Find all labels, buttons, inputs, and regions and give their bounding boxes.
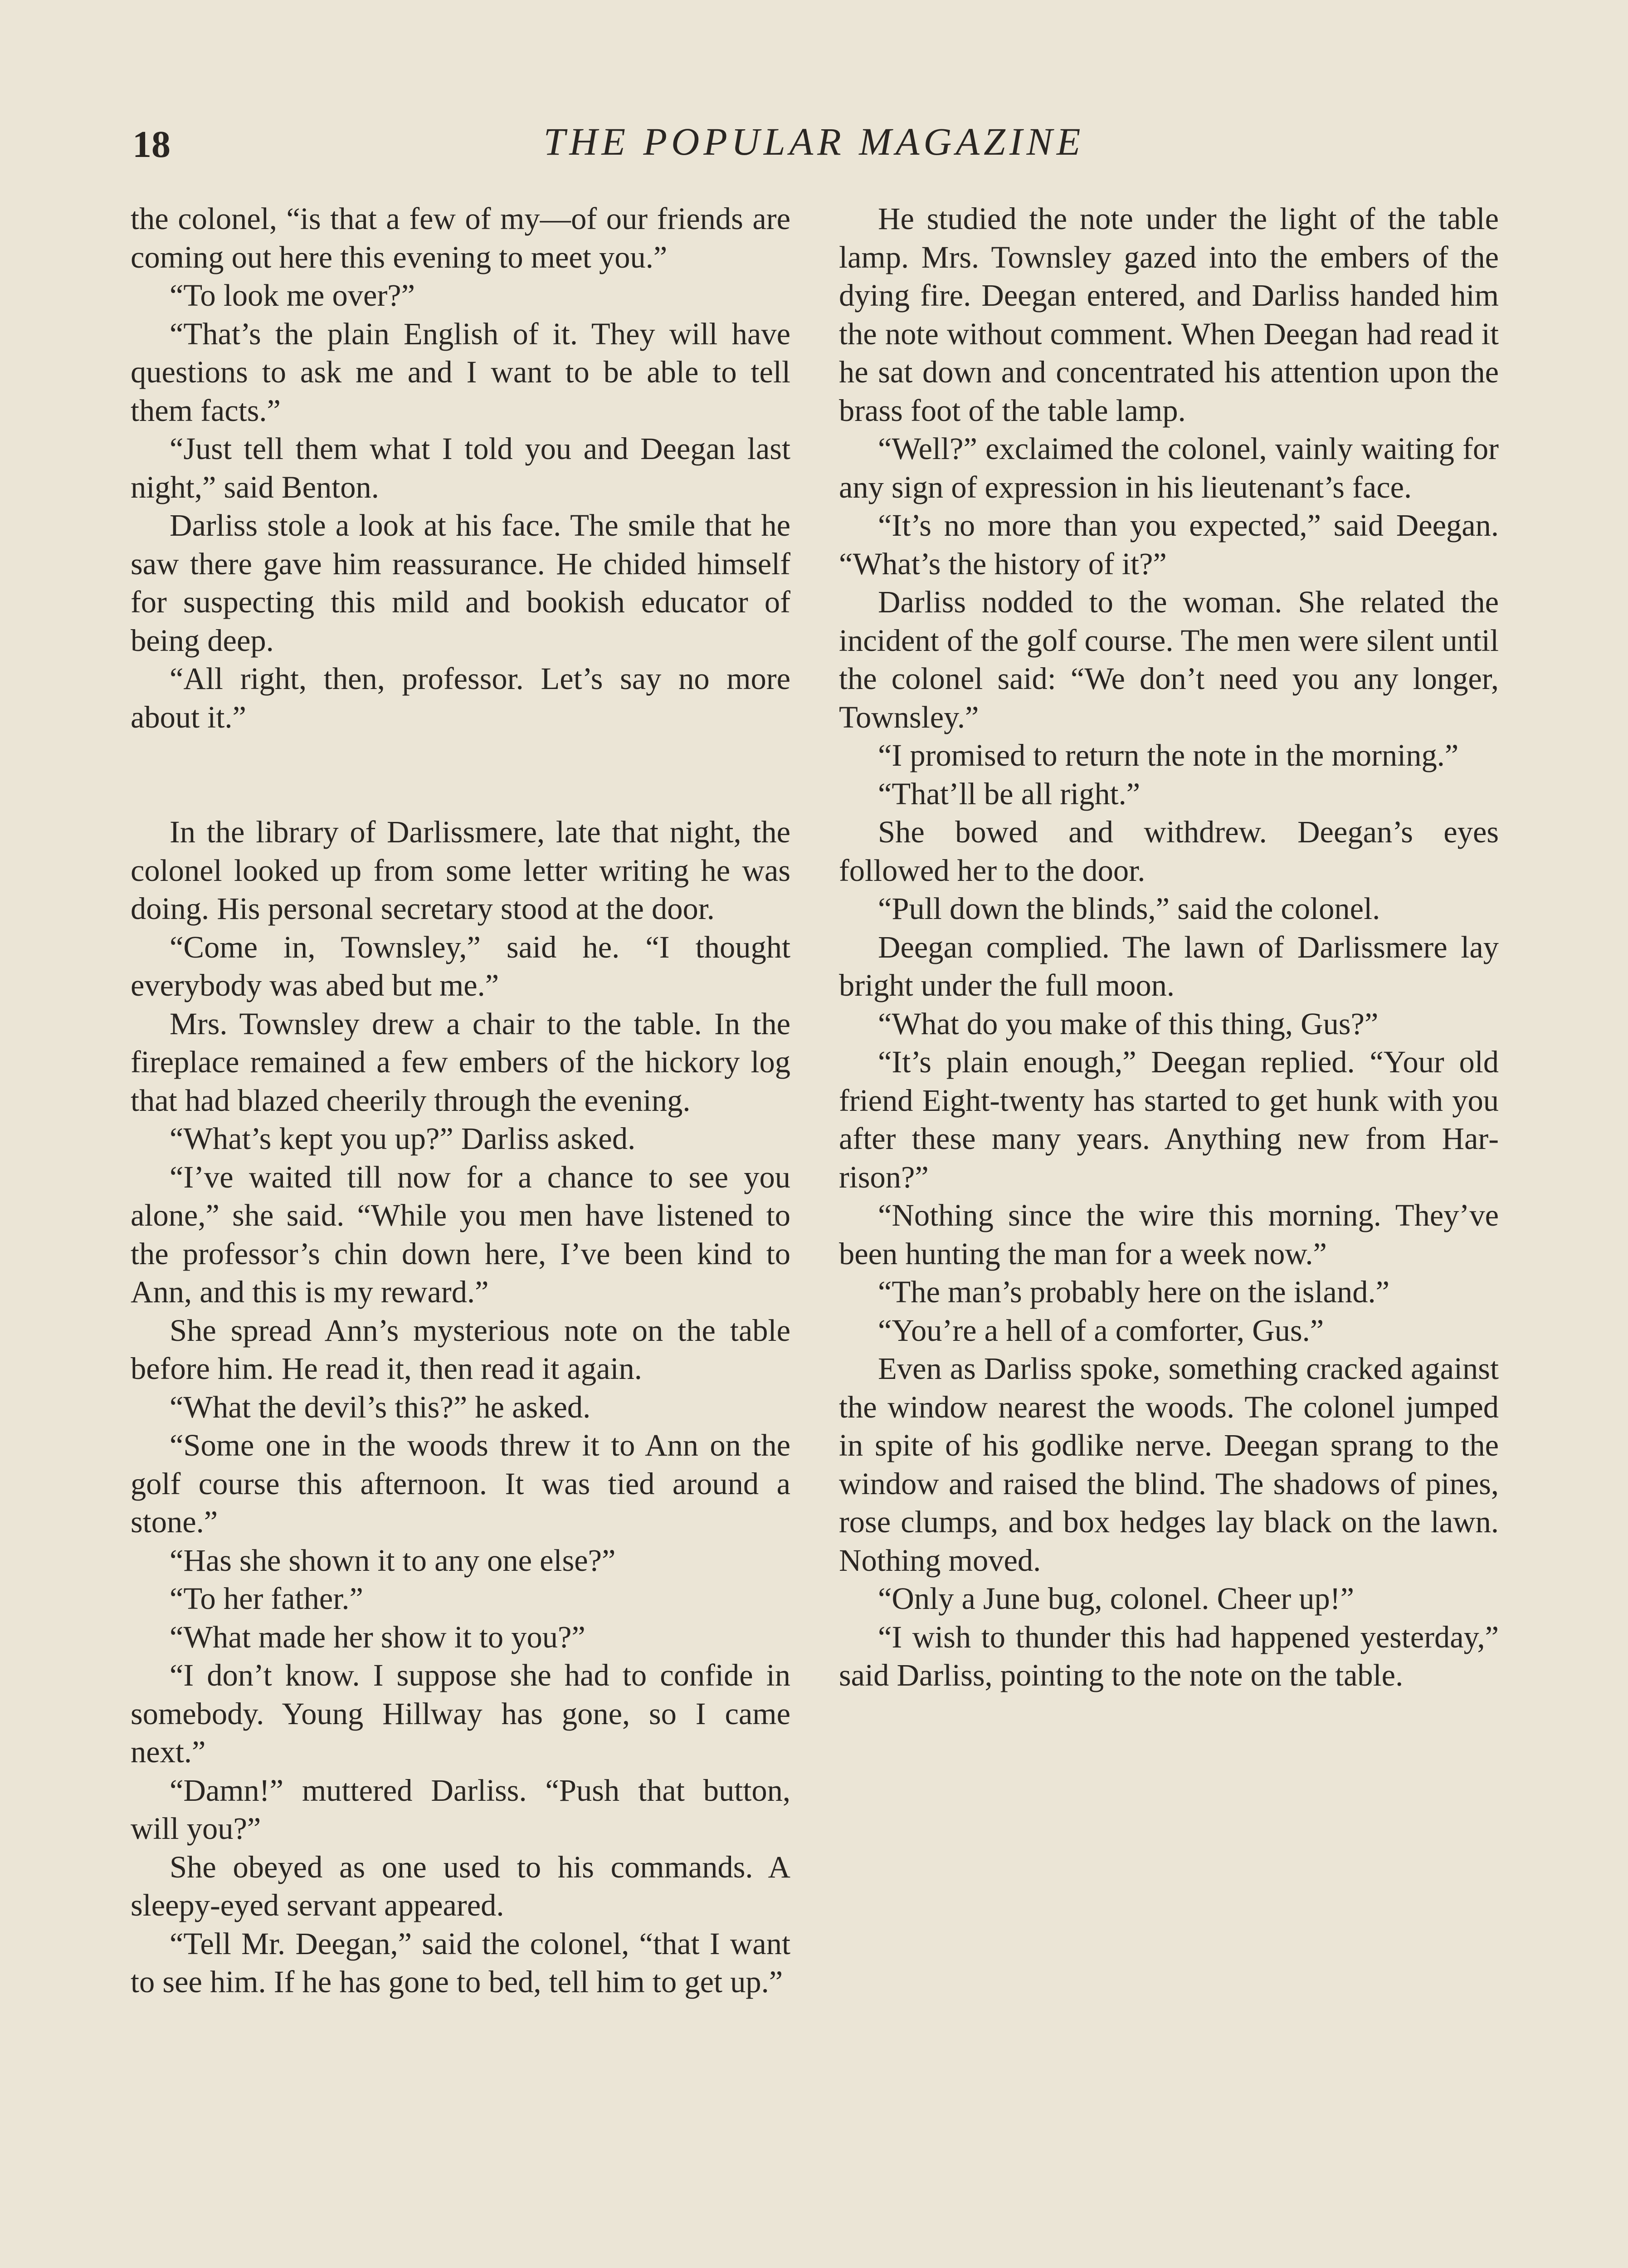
paragraph: “What’s kept you up?” Darliss asked.: [170, 1121, 636, 1156]
paragraph: She bowed and withdrew. Deegan’s eyes followed her to the door.: [839, 815, 1499, 888]
paragraph: “That’s the plain English of it. They will have questions to ask me and I want to be able to tell them facts.”: [131, 316, 790, 428]
paragraph: “Some one in the woods threw it to Ann on the golf course this afternoon. It was tied around a stone.”: [131, 1428, 790, 1539]
paragraph: “I wish to thunder this had happened yesterday,” said Darliss, pointing to the note on the table.: [839, 1619, 1499, 1692]
paragraph: “What made her show it to you?”: [170, 1619, 585, 1654]
paragraph: Mrs. Townsley drew a chair to the table. In the fireplace remained a few embers of the hickory log that had blazed cheerily through the evening.: [131, 1006, 790, 1118]
paragraph: Deegan complied. The lawn of Darlissmere lay bright under the full moon.: [839, 929, 1499, 1002]
paragraph: “It’s no more than you expected,” said Deegan. “What’s the history of it?”: [839, 508, 1499, 581]
paragraph: Darliss nodded to the woman. She related the incident of the golf course. The men were silent until the colonel said: “We don’t need you any longer, Townsley.”: [839, 585, 1499, 734]
paragraph: “To look me over?”: [170, 278, 415, 313]
paragraph: She spread Ann’s mysterious note on the table before him. He read it, then read it again.: [131, 1313, 790, 1386]
paragraph: Even as Darliss spoke, something cracked against the window nearest the woods. The colonel jumped in spite of his godlike nerve. Deegan sprang to the window and raised the blind. The shadows of pines, rose clumps, and box hedges lay black on the lawn. Nothing moved.: [839, 1351, 1499, 1578]
paragraph: “That’ll be all right.”: [878, 776, 1141, 811]
paragraph: “All right, then, professor. Let’s say no more about it.”: [131, 661, 790, 734]
paragraph: “What the devil’s this?” he asked.: [170, 1389, 591, 1424]
paragraph: In the library of Darlissmere, late that night, the colonel looked up from some letter writing he was doing. His personal secretary stood at the door.: [131, 815, 790, 926]
paragraph: “Well?” exclaimed the colonel, vainly waiting for any sign of expression in his lieutenant’s face.: [839, 431, 1499, 504]
paragraph: “Only a June bug, colonel. Cheer up!”: [878, 1581, 1355, 1616]
paragraph: “It’s plain enough,” Deegan replied. “Your old friend Eight-twenty has started to get hunk with you after these many years. Anything new from Harrison?”: [839, 1045, 1499, 1194]
paragraph: “Pull down the blinds,” said the colonel.: [878, 891, 1380, 926]
paragraph: “Damn!” muttered Darliss. “Push that button, will you?”: [131, 1773, 790, 1846]
paragraph: “I don’t know. I suppose she had to confide in somebody. Young Hillway has gone, so I came next.”: [131, 1658, 790, 1769]
left-text-column: [131, 200, 790, 2001]
running-head-title: THE POPULAR MAGAZINE: [543, 120, 1085, 163]
paragraph: “Come in, Townsley,” said he. “I thought everybody was abed but me.”: [131, 929, 790, 1002]
paragraph: “Tell Mr. Deegan,” said the colonel, “that I want to see him. If he has gone to bed, tell him to get up.”: [131, 1926, 790, 1999]
paragraph: “Has she shown it to any one else?”: [170, 1543, 616, 1578]
paragraph: the colonel, “is that a few of my—of our friends are coming out here this evening to meet you.”: [131, 201, 790, 274]
paragraph: “You’re a hell of a comforter, Gus.”: [878, 1313, 1324, 1348]
right-text-column: [839, 200, 1499, 1695]
paragraph: Darliss stole a look at his face. The smile that he saw there gave him reassurance. He chided himself for suspecting this mild and bookish educator of being deep.: [131, 508, 790, 658]
paragraph: “I promised to return the note in the morning.”: [878, 738, 1459, 772]
paragraph: “What do you make of this thing, Gus?”: [878, 1006, 1379, 1041]
paragraph: “Nothing since the wire this morning. They’ve been hunting the man for a week now.”: [839, 1198, 1499, 1271]
paragraph: “Just tell them what I told you and Deegan last night,” said Benton.: [131, 431, 790, 504]
paragraph: “The man’s probably here on the island.”: [878, 1275, 1389, 1309]
paragraph: She obeyed as one used to his commands. A sleepy-eyed servant appeared.: [131, 1849, 790, 1922]
page-number: 18: [132, 123, 171, 166]
paragraph: “To her father.”: [170, 1581, 363, 1616]
paragraph: “I’ve waited till now for a chance to see you alone,” she said. “While you men have listened to the professor’s chin down here, I’ve been kind to Ann, and this is my reward.”: [131, 1159, 790, 1309]
paragraph: He studied the note under the light of the table lamp. Mrs. Townsley gazed into the embers of the dying fire. Deegan entered, and Darliss handed him the note without comment. When Deegan had read it he sat down and concentrated his attention upon the brass foot of the table lamp.: [839, 201, 1499, 428]
